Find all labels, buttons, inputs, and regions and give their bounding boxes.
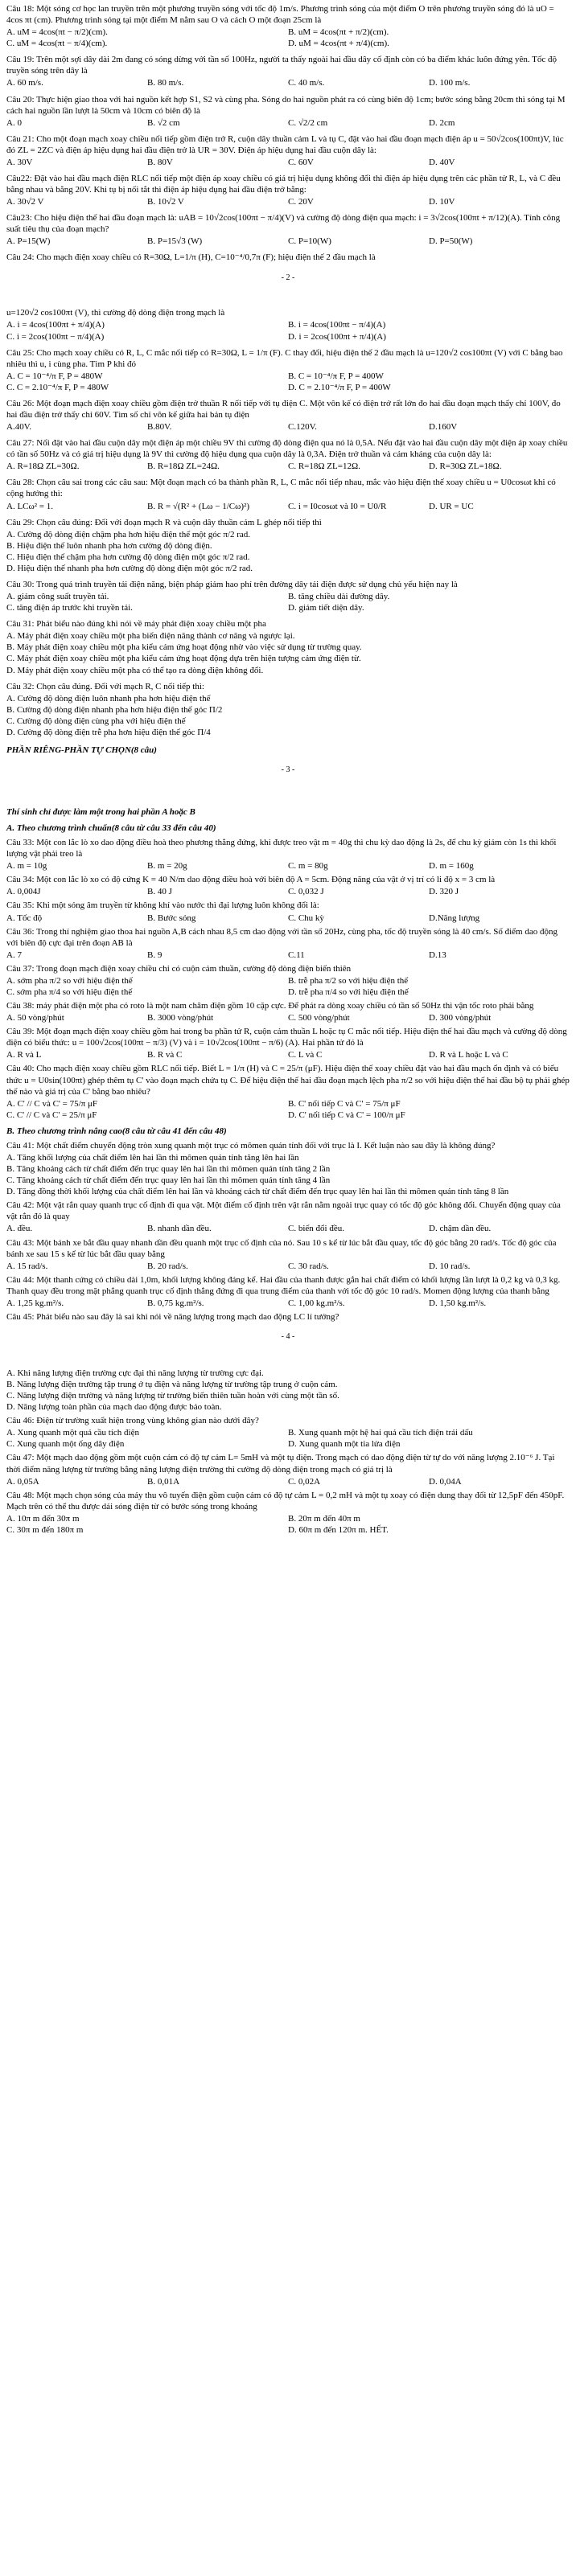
answer-option: B. uM = 4cos(πt + π/2)(cm). bbox=[288, 27, 389, 38]
answer-option: D. 0,04A bbox=[429, 1476, 462, 1487]
answer-option: B. Hiệu điện thế luôn nhanh pha hơn cường độ dòng điện. bbox=[6, 540, 212, 551]
answer-option: A. Khi năng lượng điện trường cực đại thì năng lượng từ trường cực đại. bbox=[6, 1368, 264, 1378]
answer-option: A. 50 vòng/phút bbox=[6, 1013, 64, 1023]
answer-option: B. Máy phát điện xoay chiều một pha kiểu cảm ứng hoạt động nhờ vào việc sử dụng từ trường quay. bbox=[6, 642, 362, 653]
answer-option: C. 60V bbox=[288, 157, 314, 167]
answer-option: A. Xung quanh một quả cầu tích điện bbox=[6, 1428, 139, 1438]
question bbox=[6, 1490, 570, 1536]
answer-option: C. L và C bbox=[288, 1050, 323, 1060]
question-stem: Câu 48: Một mạch chọn sóng của máy thu vô tuyến điện gồm cuộn cảm có độ tự cảm L = 0,2 mH và một tụ xoay có điện dung thay đổi từ 12,5pF đến 450pF. Mạch trên có thể thu được dải sóng điện từ có bước sóng trong khoảng bbox=[6, 1490, 565, 1512]
answer-option: A. R=18Ω ZL=30Ω. bbox=[6, 461, 80, 472]
question bbox=[6, 1415, 570, 1450]
question-stem: Câu 46: Điện từ trường xuất hiện trong vùng không gian nào dưới đây? bbox=[6, 1416, 259, 1426]
answer-option: D. Xung quanh một tia lửa điện bbox=[288, 1439, 401, 1450]
question bbox=[6, 1026, 570, 1060]
page-number: - 2 - bbox=[281, 273, 295, 282]
question bbox=[6, 173, 570, 207]
answer-option: D. P=50(W) bbox=[429, 236, 473, 247]
answer-options bbox=[6, 630, 570, 675]
question-stem: Câu 19: Trên một sợi dây dài 2m đang có sóng dừng với tần số 100Hz, người ta thấy ngoài hai đầu dây cố định còn có ba điểm khác luôn đứng yên. Tốc độ truyền sóng trên dây là bbox=[6, 55, 557, 76]
answer-options bbox=[6, 950, 570, 961]
answer-options bbox=[6, 860, 570, 872]
answer-option: C. C = 2.10⁻⁴/π F, P = 480W bbox=[6, 382, 109, 392]
answer-option: C. √2/2 cm bbox=[288, 117, 328, 128]
question bbox=[6, 398, 570, 433]
question-stem: Câu 24: Cho mạch điện xoay chiều có R=30Ω, L=1/π (H), C=10⁻⁴/0,7π (F); hiệu điện thế 2 đầu mạch là bbox=[6, 252, 376, 263]
answer-option: A. 0,004J bbox=[6, 887, 41, 897]
answer-option: B. R=18Ω ZL=24Ω. bbox=[147, 461, 220, 472]
answer-option: A. C' // C và C' = 75/π μF bbox=[6, 1098, 97, 1109]
answer-option: A. 0,05A bbox=[6, 1476, 39, 1487]
answer-option: C. 20V bbox=[288, 197, 314, 207]
answer-option: B. P=15√3 (W) bbox=[147, 236, 203, 247]
answer-option: D. uM = 4cos(πt + π/4)(cm). bbox=[288, 39, 389, 49]
answer-options bbox=[6, 591, 570, 613]
answer-option: D. 1,50 kg.m²/s. bbox=[429, 1298, 487, 1308]
answer-options bbox=[6, 196, 570, 207]
question-stem: Câu 47: Một mạch dao động gồm một cuộn cảm có độ tự cảm L= 5mH và một tụ điện. Trong mạch có dao động điện từ tự do với năng lượng 2.10⁻⁶ J. Tại thời điểm năng lượng từ trường bằng năng lượng điện trường thì cường độ dòng điện trong mạch có giá trị là bbox=[6, 1453, 555, 1475]
page-number: - 3 - bbox=[281, 765, 295, 775]
question bbox=[6, 1368, 570, 1413]
answer-options bbox=[6, 1261, 570, 1272]
question bbox=[6, 1200, 570, 1234]
question bbox=[6, 3, 570, 49]
answer-option: C. i = 2cos(100πt − π/4)(A) bbox=[6, 331, 105, 342]
answer-option: A. m = 10g bbox=[6, 861, 47, 872]
answer-option: D. m = 160g bbox=[429, 861, 474, 872]
answer-option: B. √2 cm bbox=[147, 117, 180, 128]
answer-option: C. 0,02A bbox=[288, 1476, 321, 1487]
answer-option: A. Tốc độ bbox=[6, 913, 43, 923]
answer-options bbox=[6, 1513, 570, 1536]
question bbox=[6, 1000, 570, 1023]
answer-option: A. 0 bbox=[6, 117, 22, 128]
answer-option: B. 0,75 kg.m²/s. bbox=[147, 1298, 204, 1308]
answer-option: B. C = 10⁻⁴/π F, P = 400W bbox=[288, 371, 384, 381]
answer-option: D. R=30Ω ZL=18Ω. bbox=[429, 461, 502, 472]
answer-option: D. 10V bbox=[429, 197, 455, 207]
question bbox=[6, 307, 570, 342]
question-stem: Câu 21: Cho một đoạn mạch xoay chiều nối tiếp gồm điện trở R, cuộn dây thuần cảm L và tụ C, đặt vào hai đầu đoạn mạch điện áp u = 50√2cos(100πt)V, lúc đó ZL = 2ZC và điện áp hiệu dụng hai đầu điện trở là UR = 30V. Điện áp hiệu dụng hai đầu cuộn dây là: bbox=[6, 133, 564, 155]
answer-option: A. Tăng khối lượng của chất điểm lên hai lần thì mômen quán tính tăng lên hai lần bbox=[6, 1153, 299, 1163]
page-number: - 4 - bbox=[281, 1332, 295, 1342]
answer-options bbox=[6, 1223, 570, 1234]
questions-block-1 bbox=[6, 3, 570, 264]
answer-option: C. i = I0cosωt và I0 = U0/R bbox=[288, 501, 387, 511]
answer-option: D. Cường độ dòng điện trễ pha hơn hiệu điện thế góc Π/4 bbox=[6, 727, 211, 737]
question-stem: Câu 30: Trong quá trình truyền tải điện năng, biện pháp giảm hao phí trên đường dây tải điện được sử dụng chủ yếu hiện nay là bbox=[6, 580, 458, 589]
question-stem: Câu 37: Trong đoạn mạch điện xoay chiều chỉ có cuộn cảm thuần, cường độ dòng điện biến thiên bbox=[6, 963, 352, 974]
question-stem: Câu23: Cho hiệu điện thế hai đầu đoạn mạch là: uAB = 10√2cos(100πt − π/4)(V) và cường độ dòng điện qua mạch: i = 3√2cos(100πt + π/12)(A). Tính công suất tiêu thụ của đoạn mạch? bbox=[6, 213, 561, 235]
answer-option: D. giảm tiết diện dây. bbox=[288, 603, 364, 613]
question-stem: Câu 26: Một đoạn mạch điện xoay chiều gồm điện trở thuần R nối tiếp với tụ điện C. Một vôn kế có điện trở rất lớn đo hai đầu đoạn mạch thấy chỉ 100V, đo hai đầu điện trở thấy chỉ 60V. Tìm số chỉ vôn kế giữa hai bản tụ điện bbox=[6, 398, 561, 420]
answer-option: C. Máy phát điện xoay chiều một pha kiểu cảm ứng hoạt động dựa trên hiện tượng cảm ứng điện từ. bbox=[6, 654, 361, 664]
answer-option: D. R và L hoặc L và C bbox=[429, 1050, 508, 1060]
answer-options bbox=[6, 1427, 570, 1450]
question bbox=[6, 212, 570, 247]
question bbox=[6, 517, 570, 574]
answer-option: D. C' nối tiếp C và C' = 100/π μF bbox=[288, 1110, 405, 1120]
answer-option: B. C' nối tiếp C và C' = 75/π μF bbox=[288, 1098, 401, 1109]
question bbox=[6, 963, 570, 998]
answer-option: A. đều. bbox=[6, 1224, 33, 1234]
answer-option: C. Hiệu điện thế chậm pha hơn cường độ dòng điện một góc π/2 rad. bbox=[6, 552, 250, 562]
answer-option: C. Xung quanh một ống dây điện bbox=[6, 1439, 125, 1450]
answer-options bbox=[6, 529, 570, 574]
answer-option: C. 30π m đến 180π m bbox=[6, 1524, 84, 1535]
answer-option: A. 60 m/s. bbox=[6, 78, 43, 88]
answer-option: D. 40V bbox=[429, 157, 455, 167]
answer-options bbox=[6, 1368, 570, 1413]
answer-option: D. UR = UC bbox=[429, 501, 474, 511]
question bbox=[6, 1274, 570, 1309]
answer-option: D.13 bbox=[429, 950, 446, 960]
answer-option: C. tăng điện áp trước khi truyền tải. bbox=[6, 603, 133, 613]
answer-option: B. 9 bbox=[147, 950, 163, 960]
answer-option: D. Tăng đồng thời khối lượng của chất điểm lên hai lần và khoảng cách từ chất điểm đến trục quay lên hai lần thì mômen quán tính tăng 8 lần bbox=[6, 1187, 509, 1197]
question bbox=[6, 579, 570, 613]
answer-options bbox=[6, 1098, 570, 1121]
questions-block-4 bbox=[6, 1368, 570, 1536]
question-stem: Câu 41: Một chất điểm chuyển động tròn xung quanh một trục có mômen quán tính đối với trục là I. Kết luận nào sau đây là không đúng? bbox=[6, 1140, 496, 1151]
answer-option: D. Năng lượng toàn phần của mạch dao động được bảo toàn. bbox=[6, 1402, 222, 1413]
answer-option: C. 40 m/s. bbox=[288, 78, 325, 88]
answer-option: D. 100 m/s. bbox=[429, 78, 471, 88]
answer-option: B. Năng lượng điện trường tập trung ở tụ điện và năng lượng từ trường tập trung ở cuộn cảm. bbox=[6, 1379, 338, 1389]
answer-option: A. 1,25 kg.m²/s. bbox=[6, 1298, 64, 1308]
answer-option: D. Máy phát điện xoay chiều một pha có thể tạo ra dòng điện không đổi. bbox=[6, 665, 264, 675]
answer-option: B. m = 20g bbox=[147, 861, 187, 872]
answer-option: C. P=10(W) bbox=[288, 236, 331, 247]
question-stem: Câu 32: Chọn câu đúng. Đối với mạch R, C nối tiếp thì: bbox=[6, 681, 204, 691]
answer-option: B. trễ pha π/2 so với hiệu điện thế bbox=[288, 975, 409, 986]
question-stem: Câu 45: Phát biểu nào sau đây là sai khi nói về năng lượng trong mạch dao động LC lí tưởng? bbox=[6, 1312, 339, 1323]
answer-option: D.Năng lượng bbox=[429, 913, 480, 923]
question-stem: Câu 31: Phát biểu nào đúng khi nói về máy phát điện xoay chiều một pha bbox=[6, 619, 266, 630]
part-heading: Thí sinh chỉ được làm một trong hai phần A hoặc B bbox=[6, 806, 195, 817]
question-stem: Câu 43: Một bánh xe bắt đầu quay nhanh dần đều quanh một trục cố định của nó. Sau 10 s kể từ lúc bắt đầu quay, tốc độ góc bằng 20 rad/s. Tốc độ góc của bánh xe sau 15 s kể từ lúc bắt đầu quay bằng bbox=[6, 1237, 557, 1259]
question-stem: Câu22: Đặt vào hai đầu mạch điện RLC nối tiếp một điện áp xoay chiều có giá trị hiệu dụng không đổi thì điện áp hiệu dụng trên các phần tử R, L, và C đều bằng nhau và bằng 20V. Khi tụ bị nối tắt thì điện áp hiệu dụng hai đầu điện trở bằng: bbox=[6, 174, 561, 195]
answer-option: B. Tăng khoảng cách từ chất điểm đến trục quay lên hai lần thì mômen quán tính tăng 2 lần bbox=[6, 1164, 331, 1175]
answer-options bbox=[6, 975, 570, 998]
answer-options bbox=[6, 236, 570, 247]
answer-option: D.160V bbox=[429, 422, 458, 433]
answer-option: A. uM = 4cos(πt − π/2)(cm). bbox=[6, 27, 108, 38]
answer-option: D. 10 rad/s. bbox=[429, 1261, 471, 1271]
questions-block-3b bbox=[6, 1140, 570, 1323]
question bbox=[6, 1452, 570, 1487]
answer-option: A. C = 10⁻⁴/π F, P = 480W bbox=[6, 371, 103, 381]
answer-option: A. 30√2 V bbox=[6, 197, 44, 207]
question-stem: Câu 44: Một thanh cứng có chiều dài 1,0m, khối lượng không đáng kể. Hai đầu của thanh được gắn hai chất điểm có khối lượng lần lượt là 0,2 kg và 0,3 kg. Thanh quay đều trong mặt phẳng quanh trục cố định thẳng đứng đi qua trung điểm của thanh với tốc độ góc 10 rad/s. Momen động lượng của thanh bằng bbox=[6, 1274, 561, 1296]
question bbox=[6, 54, 570, 88]
answer-option: C.120V. bbox=[288, 422, 317, 433]
question bbox=[6, 874, 570, 897]
question-stem: Câu 20: Thực hiện giao thoa với hai nguồn kết hợp S1, S2 và cùng pha. Sóng do hai nguồn phát ra có cùng biên độ 1cm; bước sóng bằng 20cm thì sóng tại M cách hai nguồn lần lượt là 50cm và 10cm có biên độ là bbox=[6, 94, 566, 116]
answer-option: C. Tăng khoảng cách từ chất điểm đến trục quay lên hai lần thì mômen quán tính tăng 4 lần bbox=[6, 1175, 331, 1186]
answer-options bbox=[6, 117, 570, 129]
answer-option: A. 15 rad/s. bbox=[6, 1261, 48, 1271]
answer-option: D. chậm dần đều. bbox=[429, 1224, 492, 1234]
answer-option: B. 0,01A bbox=[147, 1476, 180, 1487]
part-b-heading: B. Theo chương trình nâng cao(8 câu từ câu 41 đến câu 48) bbox=[6, 1126, 227, 1136]
answer-option: C. sớm pha π/4 so với hiệu điện thế bbox=[6, 987, 133, 997]
answer-option: C. Chu kỳ bbox=[288, 913, 324, 923]
answer-option: B. 3000 vòng/phút bbox=[147, 1013, 214, 1023]
part-a-heading: A. Theo chương trình chuẩn(8 câu từ câu 33 đến câu 40) bbox=[6, 822, 216, 833]
question bbox=[6, 94, 570, 129]
answer-option: B. tăng chiều dài đường dây. bbox=[288, 592, 390, 602]
question bbox=[6, 681, 570, 738]
question-stem: Câu 18: Một sóng cơ học lan truyền trên một phương truyền sóng với tốc độ 1m/s. Phương trình sóng của một điểm O trên phương truyền sóng đó là uO = 4cos πt (cm). Phương trình sóng tại một điểm M nằm sau O và cách O một đoạn 25cm là bbox=[6, 4, 554, 26]
question bbox=[6, 900, 570, 923]
question-stem: Câu 42: Một vật rắn quay quanh trục cố định đi qua vật. Một điểm cố định trên vật rắn nằm ngoài trục quay có tốc độ góc không đổi. Chuyển động quay của vật rắn đó là quay bbox=[6, 1200, 561, 1222]
question-stem: Câu 25: Cho mạch xoay chiều có R, L, C mắc nối tiếp có R=30Ω, L = 1/π (F). C thay đổi, hiệu điện thế 2 đầu mạch là u=120√2 cos100πt (V) với C bằng bao nhiêu thì u, i cùng pha. Tìm P khi đó bbox=[6, 347, 563, 369]
question bbox=[6, 477, 570, 511]
answer-option: B. i = 4cos(100πt − π/4)(A) bbox=[288, 320, 386, 330]
questions-block-2 bbox=[6, 307, 570, 738]
answer-option: B. R = √(R² + (Lω − 1/Cω)²) bbox=[147, 501, 249, 511]
question bbox=[6, 1140, 570, 1197]
answer-option: B.80V. bbox=[147, 422, 172, 433]
answer-option: B. 20π m đến 40π m bbox=[288, 1513, 360, 1524]
answer-options bbox=[6, 1012, 570, 1023]
answer-options bbox=[6, 461, 570, 472]
answer-option: A. 30V bbox=[6, 157, 33, 167]
answer-options bbox=[6, 157, 570, 168]
answer-options bbox=[6, 693, 570, 738]
answer-options bbox=[6, 1298, 570, 1309]
answer-option: D. 300 vòng/phút bbox=[429, 1013, 492, 1023]
answer-option: C.11 bbox=[288, 950, 305, 960]
question-stem: Câu 34: Một con lắc lò xo có độ cứng K = 40 N/m dao động điều hoà với biên độ A = 5cm. Động năng của vật ở vị trí có li độ x = 3 cm là bbox=[6, 875, 496, 885]
answer-option: A. Máy phát điện xoay chiều một pha biến điện năng thành cơ năng và ngược lại. bbox=[6, 631, 295, 642]
answer-option: A. LCω² = 1. bbox=[6, 501, 53, 511]
answer-option: A. giảm công suất truyền tải. bbox=[6, 592, 109, 602]
question bbox=[6, 618, 570, 675]
answer-option: D. 2cm bbox=[429, 117, 455, 128]
answer-option: B. Cường độ dòng điện nhanh pha hơn hiệu điện thế góc Π/2 bbox=[6, 704, 223, 715]
answer-option: A. i = 4cos(100πt + π/4)(A) bbox=[6, 320, 105, 330]
question bbox=[6, 1311, 570, 1323]
answer-option: B. 10√2 V bbox=[147, 197, 184, 207]
question-stem: Câu 35: Khi một sóng âm truyền từ không khí vào nước thì đại lượng luôn không đổi là: bbox=[6, 900, 319, 911]
answer-option: A. Cường độ dòng điện chậm pha hơn hiệu điện thế một góc π/2 rad. bbox=[6, 529, 250, 539]
answer-option: B. 80V bbox=[147, 157, 173, 167]
answer-option: C. 30 rad/s. bbox=[288, 1261, 329, 1271]
answer-options bbox=[6, 1476, 570, 1487]
question-stem: Câu 29: Chọn câu đúng: Đối với đoạn mạch R và cuộn dây thuần cảm L ghép nối tiếp thì bbox=[6, 517, 322, 527]
answer-option: A. Cường độ dòng điện luôn nhanh pha hơn hiệu điện thế bbox=[6, 693, 211, 703]
questions-block-3a bbox=[6, 837, 570, 1121]
question bbox=[6, 437, 570, 472]
question-stem: u=120√2 cos100πt (V), thì cường độ dòng điện trong mạch là bbox=[6, 308, 225, 318]
answer-options bbox=[6, 1152, 570, 1197]
answer-options bbox=[6, 371, 570, 393]
question bbox=[6, 347, 570, 393]
answer-option: C. Cường độ dòng điện cùng pha với hiệu điện thế bbox=[6, 716, 186, 726]
answer-option: D. i = 2cos(100πt + π/4)(A) bbox=[288, 331, 386, 342]
question-stem: Câu 38: máy phát điện một pha có roto là một nam châm điện gồm 10 cặp cực. Để phát ra dòng xoay chiều có tần số 50Hz thì vận tốc roto phải bằng bbox=[6, 1001, 534, 1011]
answer-option: C. biến đổi đều. bbox=[288, 1224, 344, 1234]
answer-option: A. P=15(W) bbox=[6, 236, 51, 247]
answer-option: C. m = 80g bbox=[288, 861, 328, 872]
answer-option: C. 500 vòng/phút bbox=[288, 1013, 350, 1023]
answer-options bbox=[6, 421, 570, 433]
answer-option: C. R=18Ω ZL=12Ω. bbox=[288, 461, 360, 472]
answer-options bbox=[6, 77, 570, 88]
answer-options bbox=[6, 913, 570, 924]
question bbox=[6, 1237, 570, 1272]
question bbox=[6, 1063, 570, 1120]
answer-option: D. 60π m đến 120π m. HẾT. bbox=[288, 1524, 389, 1535]
answer-option: B. nhanh dần đều. bbox=[147, 1224, 212, 1234]
answer-options bbox=[6, 501, 570, 512]
answer-option: A.40V. bbox=[6, 422, 31, 433]
answer-options bbox=[6, 1049, 570, 1060]
answer-option: D. Hiệu điện thế nhanh pha hơn cường độ dòng điện một góc π/2 rad. bbox=[6, 563, 253, 573]
answer-option: B. 80 m/s. bbox=[147, 78, 184, 88]
answer-options bbox=[6, 886, 570, 897]
answer-option: C. C' // C và C' = 25/π μF bbox=[6, 1110, 97, 1120]
question-stem: Câu 28: Chọn câu sai trong các câu sau: Một đoạn mạch có ba thành phần R, L, C mắc nối tiếp nhau, mắc vào hiệu điện thế xoay chiều u = U0cosωt khi có cộng hưởng thì: bbox=[6, 478, 556, 499]
answer-option: A. 7 bbox=[6, 950, 22, 960]
answer-options bbox=[6, 319, 570, 342]
answer-option: B. 20 rad/s. bbox=[147, 1261, 188, 1271]
question-stem: Câu 36: Trong thí nghiệm giao thoa hai nguồn A,B cách nhau 8,5 cm dao động với tần số 20Hz, cùng pha, tốc độ truyền sóng là 40 cm/s. Số điểm dao động với biên độ cực đại trên đoạn AB là bbox=[6, 926, 557, 948]
answer-option: A. sớm pha π/2 so với hiệu điện thế bbox=[6, 975, 133, 986]
answer-option: D. C = 2.10⁻⁴/π F, P = 400W bbox=[288, 382, 391, 392]
answer-option: B. R và C bbox=[147, 1050, 183, 1060]
answer-option: D. trễ pha π/4 so với hiệu điện thế bbox=[288, 987, 409, 997]
question-stem: Câu 39: Một đoạn mạch điện xoay chiều gồm hai trong ba phần tử R, cuộn cảm thuần L hoặc tụ C mắc nối tiếp. Hiệu điện thế hai đầu mạch và cường độ dòng điện có biểu thức: u = 100√2cos(100πt − π/3) (V) và i = 10√2cos(100πt − π/6) (A). Hai phần tử đó là bbox=[6, 1027, 567, 1048]
answer-option: C. uM = 4cos(πt − π/4)(cm). bbox=[6, 39, 108, 49]
answer-option: C. 0,032 J bbox=[288, 887, 324, 897]
question bbox=[6, 837, 570, 872]
answer-option: B. 40 J bbox=[147, 887, 172, 897]
question-stem: Câu 33: Một con lắc lò xo dao động điều hoà theo phương thẳng đứng, khi được treo vật m = 40g thì chu kỳ dao động là 2s, để chu kỳ giảm còn 1s thì khối lượng vật phải treo là bbox=[6, 838, 557, 859]
question bbox=[6, 133, 570, 168]
answer-option: C. Năng lượng điện trường và năng lượng từ trường biến thiên tuần hoàn với cùng một tần số. bbox=[6, 1391, 339, 1401]
question bbox=[6, 926, 570, 961]
answer-option: B. Xung quanh một hệ hai quả cầu tích điện trái dấu bbox=[288, 1428, 473, 1438]
answer-option: B. Bước sóng bbox=[147, 913, 196, 923]
question-stem: Câu 40: Cho mạch điện xoay chiều gồm RLC nối tiếp. Biết L = 1/π (H) và C = 25/π (μF). Hiệu điện thế xoay chiều đặt vào hai đầu mạch ổn định và có biểu thức u = U0sin(100πt) ghép thêm tụ C' vào đoạn mạch chứa tụ C. Để hiệu điện thế hai đầu đoạn mạch lệch pha π/2 so với hiệu điện thế hai đầu bộ tụ phải ghép thế nào và giá trị của C' bằng bao nhiêu? bbox=[6, 1064, 570, 1097]
answer-options bbox=[6, 27, 570, 49]
question-stem: Câu 27: Nối đặt vào hai đầu cuộn dây một điện áp một chiều 9V thì cường độ dòng điện qua nó là 0,5A. Nếu đặt vào hai đầu cuộn dây một điện áp xoay chiều có tần số 50Hz và có giá trị hiệu dụng là 9V thì cường độ hiệu dụng qua cuộn dây là 0,3A. Điện trở thuần và cảm kháng của cuộn dây là: bbox=[6, 438, 568, 460]
answer-option: A. R và L bbox=[6, 1050, 42, 1060]
answer-option: A. 10π m đến 30π m bbox=[6, 1513, 80, 1524]
answer-option: D. 320 J bbox=[429, 887, 459, 897]
section-title: PHẦN RIÊNG-PHẦN TỰ CHỌN(8 câu) bbox=[6, 745, 157, 756]
question bbox=[6, 252, 570, 263]
answer-option: C. 1,00 kg.m²/s. bbox=[288, 1298, 345, 1308]
